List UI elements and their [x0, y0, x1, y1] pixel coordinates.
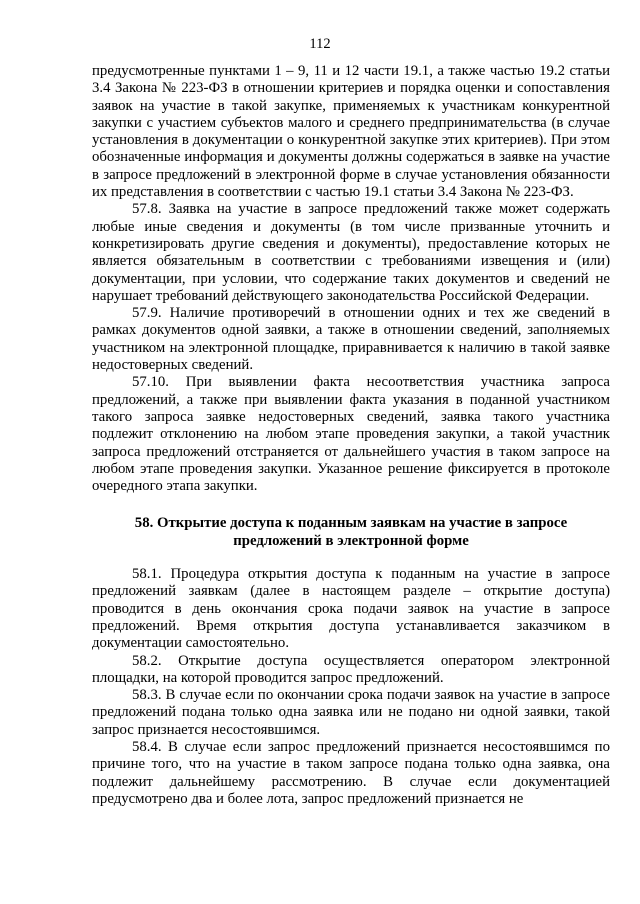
document-body — [92, 63, 610, 808]
paragraph-58-3: 58.3. В случае если по окончании срока подачи заявок на участие в запросе предложений подана только одна заявка или не подано ни одной заявки, такой запрос признается несостоявшимся. — [92, 687, 610, 738]
paragraph-57-9: 57.9. Наличие противоречий в отношении одних и тех же сведений в рамках документов одной заявки, а также в отношении сведений, заполняемых участником на электронной площадке, приравнивается к наличию в такой заявке недостоверных сведений. — [92, 305, 610, 374]
paragraph-58-4: 58.4. В случае если запрос предложений признается несостоявшимся по причине того, что на участие в таком запросе подана только одна заявка, она подлежит дальнейшему рассмотрению. В случае если документацией предусмотрено два и более лота, запрос предложений признается не — [92, 738, 610, 807]
page-number: 112 — [309, 36, 331, 52]
paragraph-57-8: 57.8. Заявка на участие в запросе предложений также может содержать любые иные сведения и документы (в том числе призванные уточнить и конкретизировать другие сведения и документы), предоставление которых не является обязательным в соответствии с требованиями извещения и (или) документации, при условии, что содержание таких документов и сведений не нарушает требований действующего законодательства Российской Федерации. — [92, 201, 610, 304]
paragraph-57-7-continuation: предусмотренные пунктами 1 – 9, 11 и 12 части 19.1, а также частью 19.2 статьи 3.4 Закона № 223-ФЗ в отношении критериев и порядка оценки и сопоставления заявок на участие в такой закупке, применяемых к участникам конкурентной закупки с участием субъектов малого и среднего предпринимательства (в случае установления в документации о конкурентной закупке этих критериев). При этом обозначенные информация и документы должны содержаться в заявке на участие в запросе предложений в электронной форме в случае установления обязанности их представления в соответствии с частью 19.1 статьи 3.4 Закона № 223-ФЗ. — [92, 63, 610, 201]
paragraph-57-10: 57.10. При выявлении факта несоответствия участника запроса предложений, а также при выявлении факта указания в поданной участником такого запроса заявке недостоверных сведений, заявка такого участника подлежит отклонению на любом этапе проведения закупки, а такой участник запроса предложений отстраняется от дальнейшего участия в таком запросе на любом этапе проведения закупки. Указанное решение фиксируется в протоколе очередного этапа закупки. — [92, 374, 610, 495]
paragraph-58-2: 58.2. Открытие доступа осуществляется оператором электронной площадки, на которой проводится запрос предложений. — [92, 652, 610, 686]
section-heading-58: 58. Открытие доступа к поданным заявкам на участие в запросе предложений в электронной форме — [134, 515, 568, 549]
paragraph-58-1: 58.1. Процедура открытия доступа к поданным на участие в запросе предложений заявкам (далее в настоящем разделе – открытие доступа) проводится в день окончания срока подачи заявок на участие в запросе предложений. Время открытия доступа устанавливается заказчиком в документации самостоятельно. — [92, 566, 610, 652]
